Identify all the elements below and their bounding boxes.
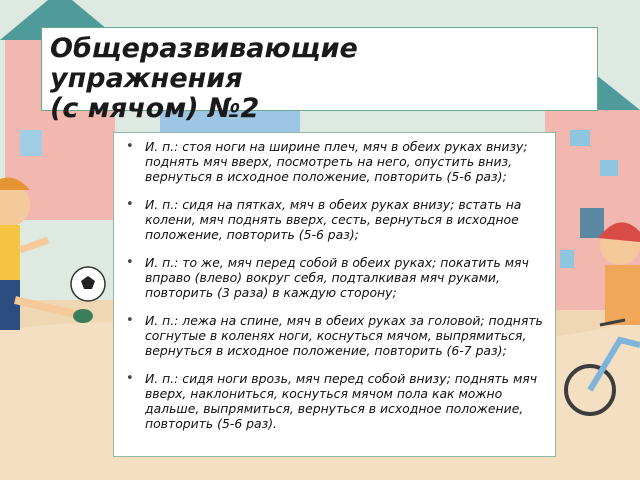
bullet-marker: •	[126, 313, 134, 328]
list-item	[124, 197, 545, 242]
slide-title: Общеразвивающие упражнения (с мячом) №2	[50, 33, 358, 124]
title-panel	[41, 27, 598, 124]
exercise-text: И. п.: стоя ноги на ширине плеч, мяч в обеих руках внизу; поднять мяч вверх, посмотреть на него, опустить вниз, вернуться в исходное положение, повторить (5-6 раз);	[145, 139, 528, 184]
list-item	[124, 313, 545, 358]
list-item	[124, 371, 545, 431]
exercise-text: И. п.: сидя на пятках, мяч в обеих руках внизу; встать на колени, мяч поднять вверх, сесть, вернуться в исходное положение, повторить (5-6 раз);	[145, 197, 522, 242]
exercise-text: И. п.: то же, мяч перед собой в обеих руках; покатить мяч вправо (влево) вокруг себя, подталкивая мяч руками, повторить (3 раза) в каждую сторону;	[145, 255, 529, 300]
exercise-list-panel	[113, 132, 556, 457]
exercise-text: И. п.: лежа на спине, мяч в обеих руках за головой; поднять согнутые в коленях ноги, коснуться мячом, выпрямиться, вернуться в исходное положение, повторить (6-7 раз);	[145, 313, 543, 358]
list-item	[124, 255, 545, 300]
bullet-marker: •	[126, 197, 134, 212]
exercise-text: И. п.: сидя ноги врозь, мяч перед собой внизу; поднять мяч вверх, наклониться, коснуться мячом пола как можно дальше, выпрямиться, вернуться в исходное положение, повторить (5-6 раз).	[145, 371, 538, 431]
bullet-marker: •	[126, 371, 134, 386]
bullet-marker: •	[126, 255, 134, 270]
exercise-list	[114, 133, 555, 431]
bullet-marker: •	[126, 139, 134, 154]
list-item	[124, 139, 545, 184]
